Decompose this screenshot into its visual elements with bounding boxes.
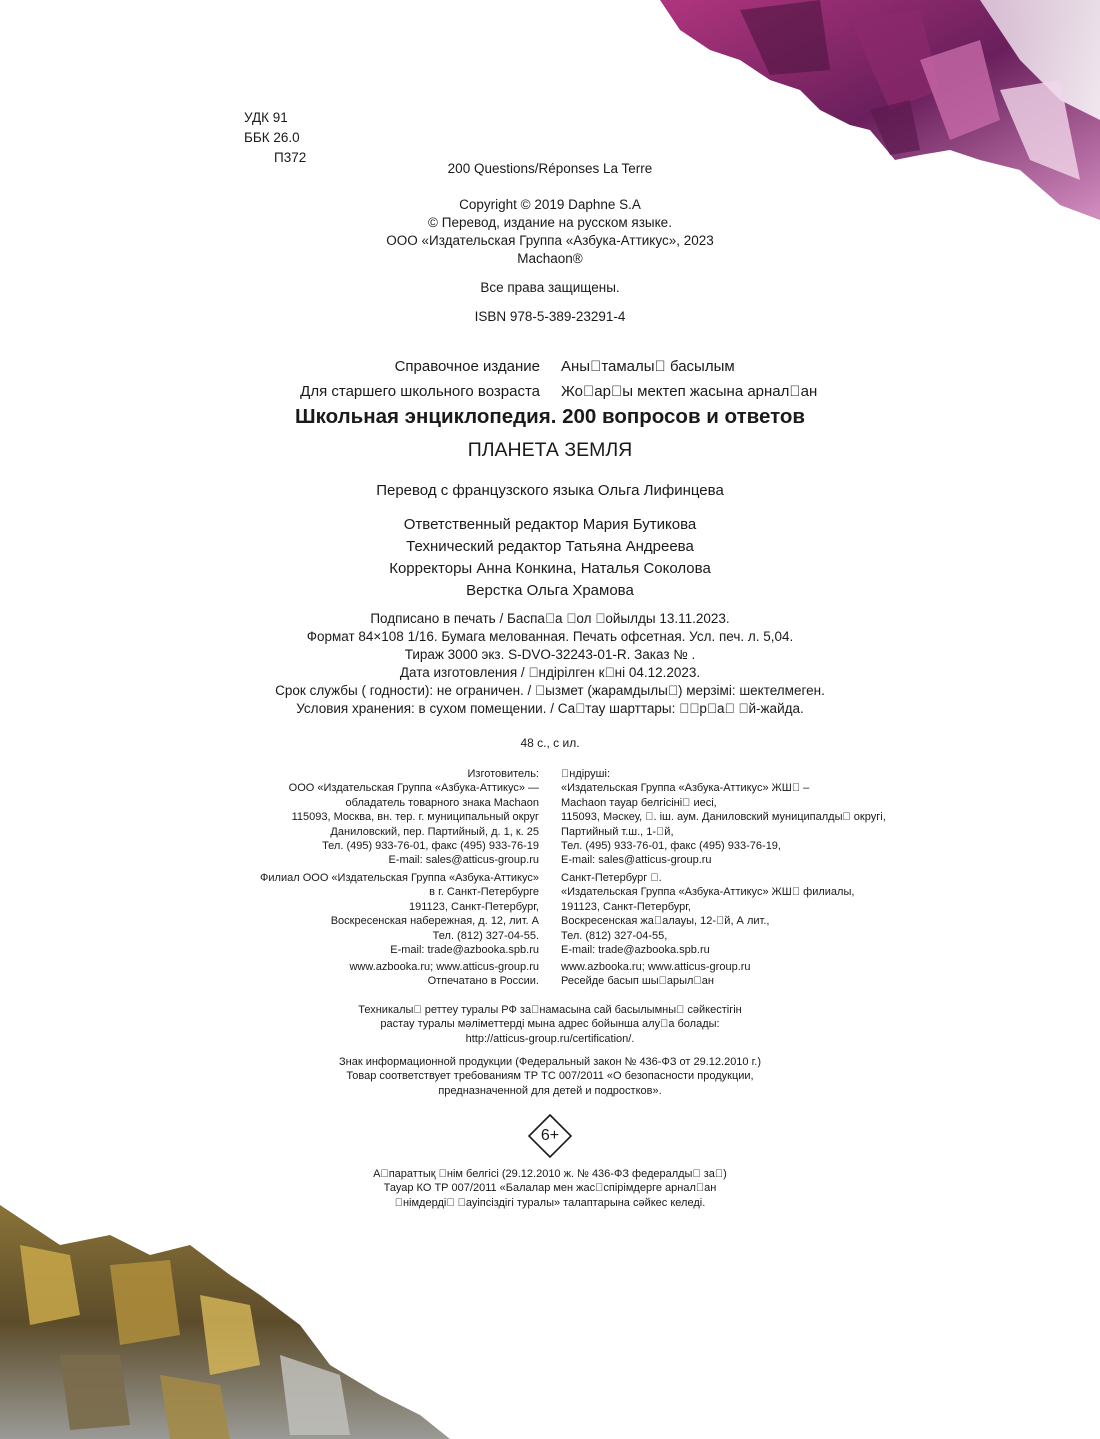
info-line: А параттық  нім белгісі (29.12.2010 ж. № 436-ФЗ федералды  за ) — [373, 1168, 727, 1180]
copyright-line: Machaon® — [517, 251, 583, 266]
web-kz — [561, 960, 941, 989]
udc-block — [244, 109, 306, 167]
edition-type-kz: Аны тамалы  басылым — [561, 358, 735, 375]
credit-line: Корректоры Анна Конкина, Наталья Соколова — [389, 560, 711, 577]
info-line: Воскресенская жа алауы, 12- й, А лит., — [561, 915, 770, 928]
print-info-line: Срок службы ( годности): не ограничен. /  ызмет (жарамдылы ) мерзімі: шектелмеген. — [275, 683, 825, 698]
info-line: Санкт-Петербург  . — [561, 872, 662, 884]
print-info-line: Подписано в печать / Баспа а  ол  ойылды 13.11.2023. — [370, 611, 730, 626]
info-line: E-mail: trade@azbooka.spb.ru — [390, 944, 539, 957]
series-title: Школьная энциклопедия. 200 вопросов и ответов — [295, 405, 805, 428]
info-line: 191123, Санкт-Петербург, — [409, 900, 539, 913]
info-line: предназначенной для детей и подростков». — [438, 1084, 662, 1097]
law-notice-block — [0, 1055, 1100, 1098]
copyright-line: © Перевод, издание на русском языке. — [428, 215, 672, 230]
info-line: Воскресенская набережная, д. 12, лит. А — [330, 915, 539, 928]
info-line: Тел. (495) 933-76-01, факс (495) 933-76-19 — [322, 840, 539, 853]
print-info-line: Дата изготовления /  ндірілген к ні 04.12.2023. — [399, 665, 701, 680]
copyright-line: ООО «Издательская Группа «Азбука-Аттикус», 2023 — [386, 233, 714, 248]
book-title: ПЛАНЕТА ЗЕМЛЯ — [467, 439, 633, 461]
info-line: Техникалы  реттеу туралы РФ за намасына сай басылымны  сәйкестігін — [358, 1004, 742, 1016]
age-group-kz: Жо ар ы мектеп жасына арнал ан — [561, 383, 818, 400]
translator: Перевод с французского языка Ольга Лифинцева — [376, 482, 724, 499]
age-rating-label: 6+ — [540, 1127, 560, 1144]
credit-line: Верстка Ольга Храмова — [466, 582, 634, 599]
manufacturer-kz — [561, 767, 941, 868]
copyright-block — [0, 196, 1100, 268]
printed-in: Отпечатано в России. — [427, 975, 539, 988]
info-line: Товар соответствует требованиям ТР ТС 007/2011 «О безопасности продукции, — [346, 1070, 754, 1083]
copyright-line: Copyright © 2019 Daphne S.A — [459, 197, 641, 212]
info-line:  ндіруші: — [561, 768, 611, 780]
isbn: ISBN 978-5-389-23291-4 — [474, 309, 626, 324]
credits-block — [0, 514, 1100, 602]
info-line: ООО «Издательская Группа «Азбука-Аттикус» — — [288, 782, 539, 795]
age-rating-badge — [527, 1113, 573, 1159]
credit-line: Ответственный редактор Мария Бутикова — [403, 516, 697, 533]
website-links: www.azbooka.ru; www.atticus-group.ru — [349, 961, 539, 973]
info-line: растау туралы мәліметтерді мына адрес бойынша алу а болады: — [380, 1018, 720, 1031]
credit-line: Технический редактор Татьяна Андреева — [406, 538, 694, 555]
info-line: 191123, Санкт-Петербург, — [561, 900, 691, 913]
web-ru — [200, 960, 539, 989]
info-line: Партийный т.ш., 1- й, — [561, 825, 674, 838]
info-line: в г. Санкт-Петербурге — [429, 886, 539, 899]
branch-ru — [200, 871, 539, 957]
printed-in: Ресейде басып шы арыл ан — [561, 975, 714, 988]
udk-code: УДК 91 — [244, 110, 288, 125]
info-line: Даниловский, пер. Партийный, д. 1, к. 25 — [330, 825, 539, 838]
print-info-block — [0, 610, 1100, 718]
info-line: Machaon тауар белгісіні  иесі, — [561, 796, 717, 809]
info-line: Тел. (812) 327-04-55, — [561, 929, 668, 942]
original-title: 200 Questions/Réponses La Terre — [447, 161, 653, 176]
info-line: Знак информационной продукции (Федеральный закон № 436-ФЗ от 29.12.2010 г.) — [338, 1056, 761, 1068]
kz-notice-block — [0, 1167, 1100, 1210]
info-line: E-mail: trade@azbooka.spb.ru — [561, 944, 710, 957]
info-line: E-mail: sales@atticus-group.ru — [388, 854, 539, 867]
info-line: Тауар КО ТР 007/2011 «Балалар мен жас спірімдерге арнал ан — [383, 1182, 717, 1195]
info-line: E-mail: sales@atticus-group.ru — [561, 854, 712, 867]
print-info-line: Тираж 3000 экз. S-DVO-32243-01-R. Заказ № . — [404, 647, 696, 662]
bbk-code: ББК 26.0 — [244, 130, 300, 145]
amethyst-crystal-image — [620, 0, 1100, 225]
print-info-line: Условия хранения: в сухом помещении. / Са тау шарттары:   р а   й-жайда. — [296, 701, 804, 716]
website-links: www.azbooka.ru; www.atticus-group.ru — [561, 961, 751, 973]
rights-notice: Все права защищены. — [480, 280, 620, 295]
info-line: Филиал ООО «Издательская Группа «Азбука-Аттикус» — [260, 872, 539, 884]
info-line:  німдерді   ауіпсіздігі туралы» талаптарына сәйкес келеді. — [394, 1196, 706, 1209]
pyrite-cluster-image — [0, 1205, 450, 1439]
info-line: «Издательская Группа «Азбука-Аттикус» ЖШ  филиалы, — [561, 886, 855, 899]
manufacturer-ru — [200, 767, 539, 868]
info-line: Тел. (495) 933-76-01, факс (495) 933-76-19, — [561, 840, 781, 853]
print-info-line: Формат 84×108 1/16. Бумага мелованная. Печать офсетная. Усл. печ. л. 5,04. — [306, 629, 794, 644]
certification-link: http://atticus-group.ru/certification/. — [465, 1032, 635, 1045]
info-line: 115093, Мәскеу,  . іш. аум. Даниловский муниципалды  округі, — [561, 811, 886, 824]
age-group-ru: Для старшего школьного возраста — [300, 383, 540, 400]
certification-block — [0, 1003, 1100, 1046]
info-line: обладатель товарного знака Machaon — [345, 796, 539, 809]
edition-type-ru: Справочное издание — [394, 358, 540, 375]
page-count: 48 с., с ил. — [520, 736, 580, 750]
author-sign: П372 — [274, 150, 307, 165]
branch-kz — [561, 871, 941, 957]
info-line: Изготовитель: — [467, 768, 539, 780]
info-line: 115093, Москва, вн. тер. г. муниципальный округ — [291, 811, 539, 824]
info-line: «Издательская Группа «Азбука-Аттикус» ЖШ  – — [561, 782, 810, 795]
info-line: Тел. (812) 327-04-55. — [432, 929, 539, 942]
